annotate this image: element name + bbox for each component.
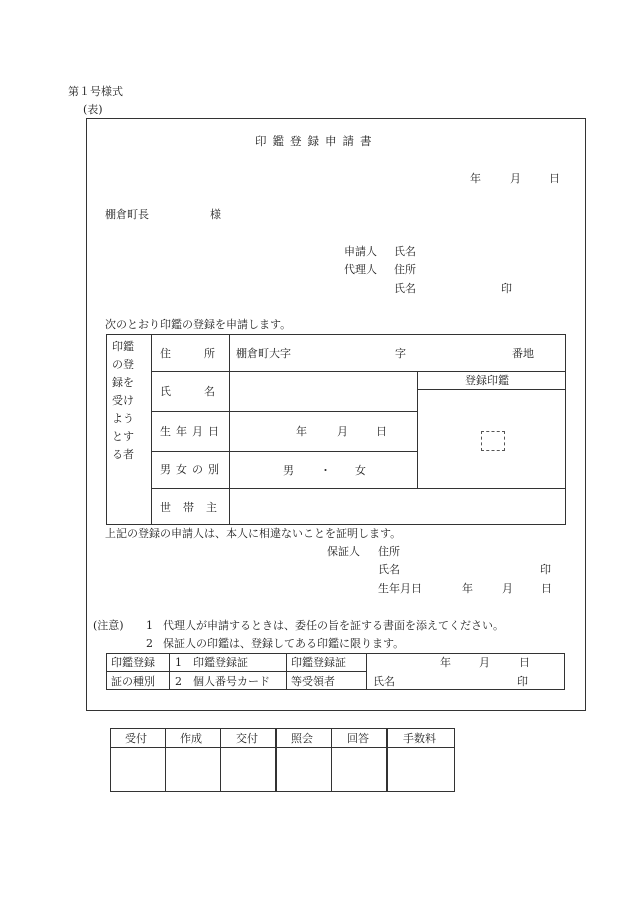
side-label: (表) [83,103,103,116]
certify-text: 上記の登録の申請人は、本人に相違ないことを証明します。 [105,527,402,540]
receiver-seal: 印 [517,675,528,688]
side-label-6: とす [112,430,134,443]
note-2-number: 2 [146,637,153,650]
receipt-day: 日 [519,656,530,669]
cert-type-label-2: 証の種別 [111,675,155,688]
guarantor-seal: 印 [540,563,551,576]
receiver-label-2: 等受領者 [291,675,335,688]
agent-label: 代理人 [344,263,377,276]
side-label-1: 印鑑 [112,340,134,353]
aza-label: 字 [395,347,406,360]
note-2-text: 保証人の印鑑は、登録してある印鑑に限ります。 [163,637,405,650]
note-1-number: 1 [146,619,153,632]
side-label-4: 受け [112,394,134,407]
notes-label: (注意) [93,619,124,632]
guarantor-birth-year: 年 [462,582,473,595]
agent-name-label: 氏名 [394,282,416,295]
side-label-3: 録を [112,376,134,389]
receiver-label-1: 印鑑登録証 [291,656,346,669]
cert-option-1: 1 印鑑登録証 [175,656,248,669]
side-label-5: よう [112,412,134,425]
office-header-koufu: 交付 [236,732,258,745]
seal-header: 登録印鑑 [465,374,509,387]
birth-row-label: 生年月日 [160,425,224,438]
sex-separator: ・ [320,464,331,477]
name-row-label: 氏名 [160,385,248,398]
date-month: 月 [510,172,521,185]
note-1-text: 代理人が申請するときは、委任の旨を証する書面を添えてください。 [163,619,504,632]
office-header-sakusei: 作成 [180,732,202,745]
receipt-month: 月 [479,656,490,669]
guarantor-birth-label: 生年月日 [378,582,422,595]
side-label-7: る者 [112,448,134,461]
receipt-year: 年 [440,656,451,669]
guarantor-birth-day: 日 [541,582,552,595]
applicant-seal: 印 [501,282,512,295]
address-prefix: 棚倉町大字 [236,347,291,360]
office-header-kaitou: 回答 [347,732,369,745]
date-day: 日 [549,172,560,185]
sex-male: 男 [283,464,294,477]
guarantor-label: 保証人 [327,545,360,558]
banchi-label: 番地 [512,347,534,360]
applicant-name-label: 氏名 [394,245,416,258]
birth-month: 月 [337,425,348,438]
birth-day: 日 [376,425,387,438]
agent-address-label: 住所 [394,263,416,276]
sex-female: 女 [355,464,366,477]
cert-type-label-1: 印鑑登録 [111,656,155,669]
date-year: 年 [470,172,481,185]
form-title: 印鑑登録申請書 [255,134,378,148]
household-row-label: 世帯主 [160,501,229,514]
guarantor-birth-month: 月 [502,582,513,595]
office-header-uketsuke: 受付 [125,732,147,745]
side-label-2: の登 [112,358,134,371]
birth-year: 年 [296,425,307,438]
office-header-tesuuryou: 手数料 [403,732,436,745]
guarantor-name-label: 氏名 [378,563,400,576]
receiver-name-label: 氏名 [373,675,395,688]
sex-row-label: 男女の別 [160,463,224,476]
office-header-shoukai: 照会 [291,732,313,745]
cert-option-2: 2 個人番号カード [175,675,270,688]
address-row-label: 住所 [160,347,248,360]
guarantor-address-label: 住所 [378,545,400,558]
applicant-label: 申請人 [344,245,377,258]
seal-stamp-area [481,431,505,451]
intro-text: 次のとおり印鑑の登録を申請します。 [105,318,292,331]
form-number: 第１号様式 [68,85,123,98]
addressee-honorific: 様 [210,208,221,221]
addressee-name: 棚倉町長 [105,208,149,221]
